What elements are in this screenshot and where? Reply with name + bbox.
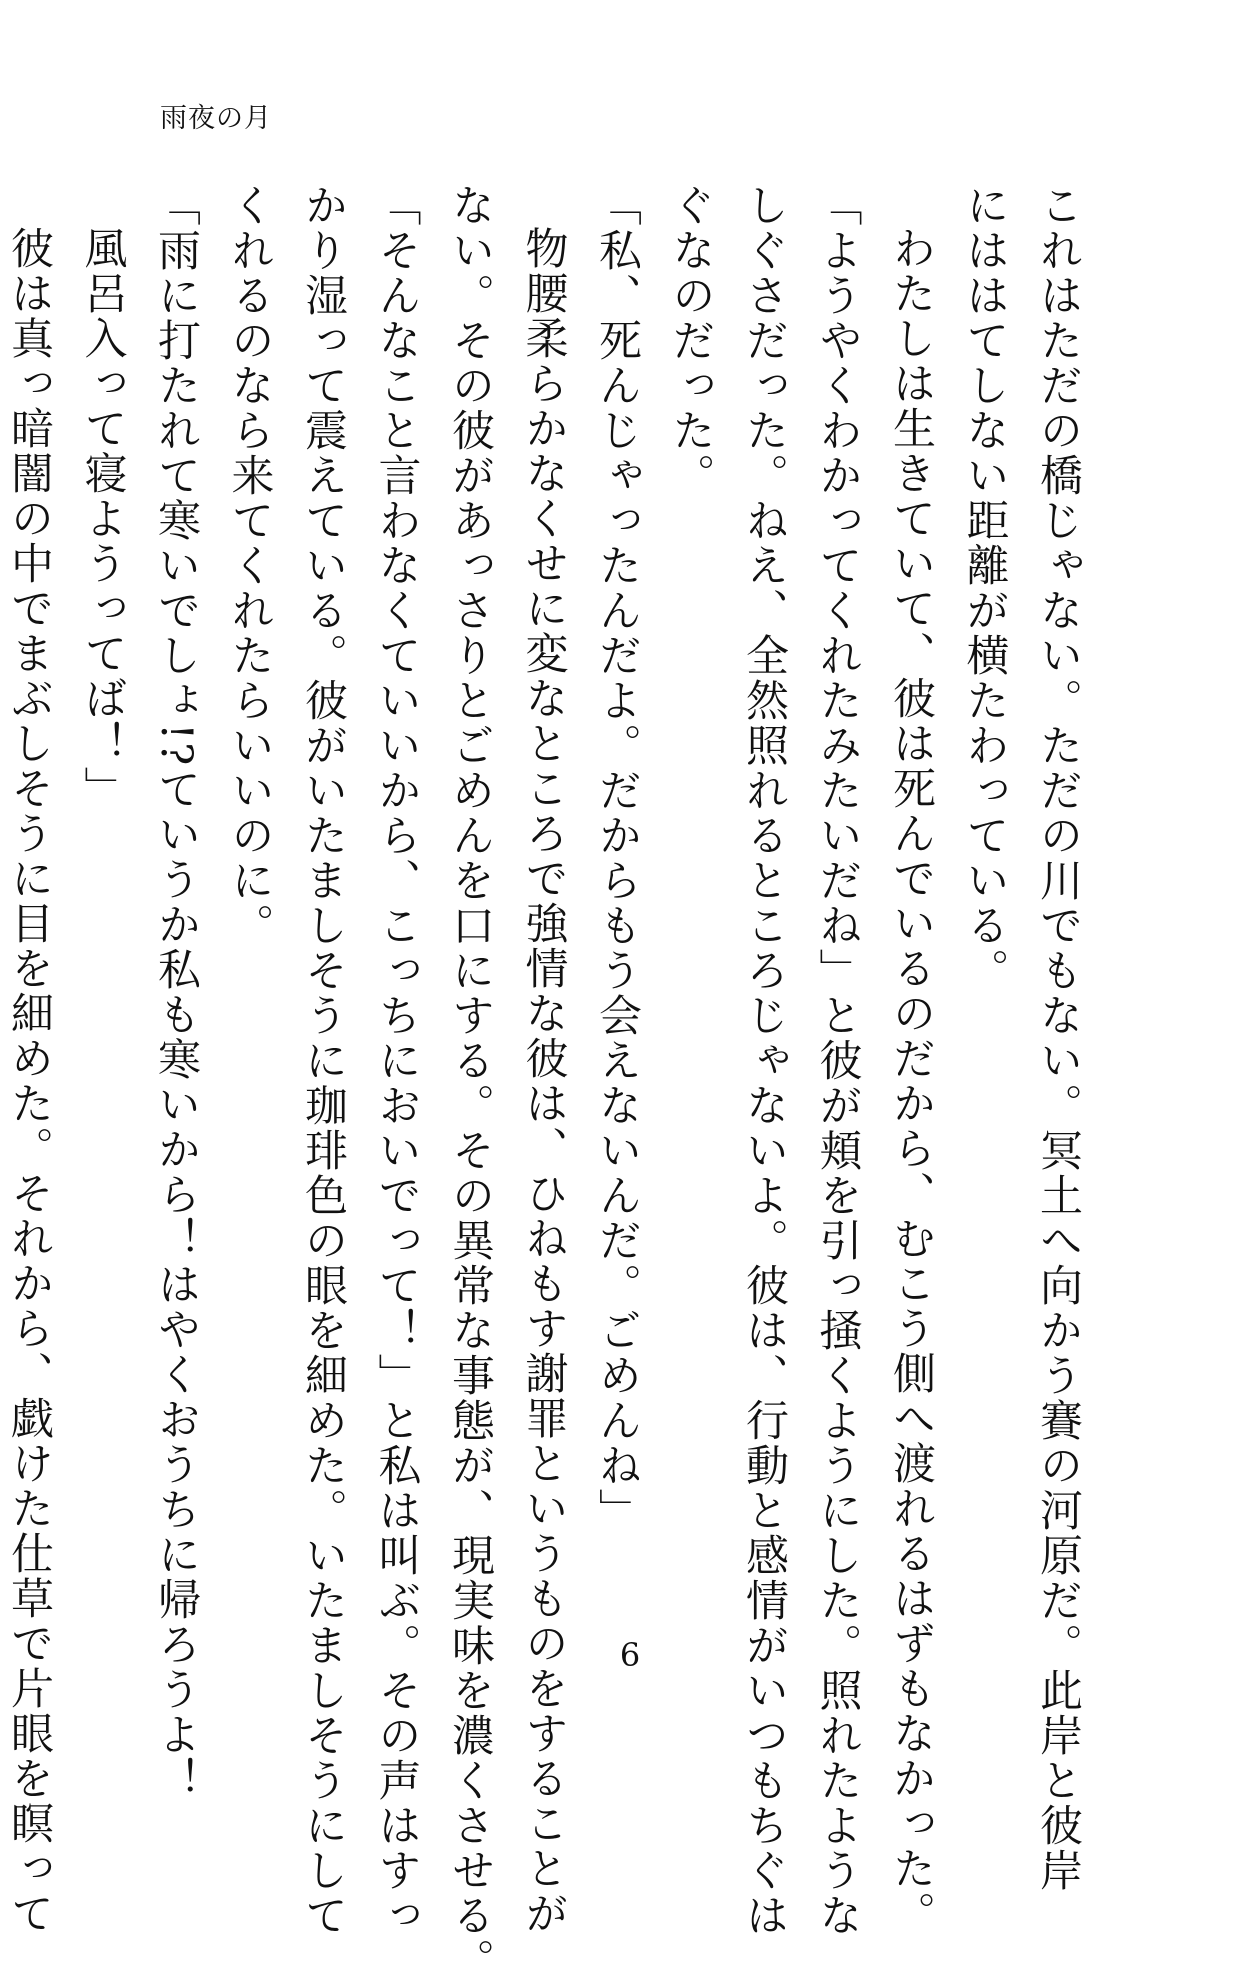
text-line: 「私、死んじゃったんだよ。だからもう会えないんだ。ごめんね」 xyxy=(592,183,642,1533)
text-line: 風呂入って寝ようってば！」 xyxy=(77,226,128,811)
text-line: 「ようやくわかってくれたみたいだね」と彼が頬を引っ掻くようにした。照れたような xyxy=(812,183,863,1938)
text-line: にははてしない距離が横たわっている。 xyxy=(959,183,1010,993)
text-line: くれるのなら来てくれたらいいのに。 xyxy=(224,183,275,948)
page-number: 6 xyxy=(619,1636,641,1674)
text-line: 「そんなこと言わなくていいから、こっちにおいでって！」と私は叫ぶ。その声はすっ xyxy=(371,183,422,1938)
text-line: わたしは生きていて、彼は死んでいるのだから、むこう側へ渡れるはずもなかった。 xyxy=(886,226,936,1936)
text-line: かり湿って震えている。彼がいたましそうに珈琲色の眼を細めた。いたましそうにして xyxy=(298,183,348,1938)
text-line: 物腰柔らかなくせに変なところで強情な彼は、ひねもす謝罪というものをすることが xyxy=(518,226,569,1936)
text-line: ない。その彼があっさりとごめんを口にする。その異常な事態が、現実味を濃くさせる。 xyxy=(445,183,495,1983)
text-line: これはただの橋じゃない。ただの川でもない。冥土へ向かう賽の河原だ。此岸と彼岸 xyxy=(1033,183,1083,1893)
text-line: 「雨に打たれて寒いでしょ!?ていうか私も寒いから！はやくおうちに帰ろうよ！ xyxy=(151,183,201,1803)
text-line: ぐなのだった。 xyxy=(665,183,716,498)
vertical-body-text xyxy=(4,183,1094,1983)
text-line: しぐさだった。ねえ、全然照れるところじゃないよ。彼は、行動と感情がいつもちぐは xyxy=(739,183,789,1938)
running-header: 雨夜の月 xyxy=(160,103,272,134)
text-line: 彼は真っ暗闇の中でまぶしそうに目を細めた。それから、戯けた仕草で片眼を瞑って xyxy=(4,226,54,1936)
